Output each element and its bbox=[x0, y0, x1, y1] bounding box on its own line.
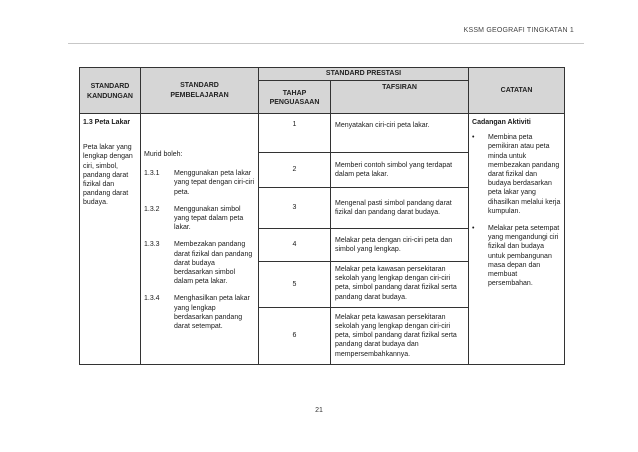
pembelajaran-item-text: Menggunakan simbol yang tepat dalam peta lakar. bbox=[174, 205, 244, 232]
catatan-title: Cadangan Aktiviti bbox=[472, 119, 531, 126]
bullet-icon: • bbox=[472, 134, 475, 142]
pembelajaran-item-number: 1.3.1 bbox=[144, 170, 160, 178]
header-standard-kandungan bbox=[80, 68, 141, 114]
header-rule bbox=[68, 43, 584, 44]
header-standard-pembelajaran bbox=[141, 68, 259, 114]
header-standard-prestasi: STANDARD PRESTASI bbox=[259, 68, 469, 81]
pembelajaran-item-text: Membezakan pandang darat fizikal dan pandang darat budaya berdasarkan simbol dalam peta lakar. bbox=[174, 241, 253, 286]
header-tahap-line2: PENGUASAAN bbox=[269, 99, 320, 107]
catatan-cell bbox=[469, 114, 565, 365]
pembelajaran-item-number: 1.3.3 bbox=[144, 241, 160, 249]
catatan-bullet-text: Membina peta pemikiran atau peta minda untuk membezakan pandang darat fizikal dan budaya berdasarkan peta lakar yang dihasilkan melalui kerja kumpulan. bbox=[488, 134, 561, 215]
header-standard-kandungan-line1: STANDARD bbox=[90, 83, 130, 91]
pembelajaran-item-number: 1.3.2 bbox=[144, 205, 160, 213]
header-tahap-line1: TAHAP bbox=[282, 90, 307, 97]
standards-table bbox=[79, 67, 565, 365]
kandungan-cell bbox=[80, 114, 141, 365]
bullet-icon: • bbox=[472, 225, 475, 233]
tafsiran-text: Menyatakan ciri-ciri peta lakar. bbox=[331, 114, 469, 153]
pembelajaran-item-text: Menggunakan peta lakar yang tepat dengan ciri-ciri peta. bbox=[174, 170, 255, 196]
tahap-level: 2 bbox=[259, 153, 331, 188]
tahap-level: 4 bbox=[259, 229, 331, 262]
header-tafsiran: TAFSIRAN bbox=[331, 81, 469, 114]
pembelajaran-item-number: 1.3.4 bbox=[144, 295, 160, 303]
tafsiran-text: Melakar peta kawasan persekitaran sekolah yang lengkap dengan ciri-ciri peta, simbol pandang darat fizikal serta pandang darat budaya dan mempersembahkannya. bbox=[331, 307, 469, 364]
pembelajaran-item bbox=[144, 294, 255, 331]
tafsiran-text: Memberi contoh simbol yang terdapat dalam peta lakar. bbox=[331, 153, 469, 188]
header-standard-kandungan-line2: KANDUNGAN bbox=[87, 92, 133, 100]
tahap-level: 3 bbox=[259, 188, 331, 229]
catatan-bullet bbox=[472, 133, 561, 216]
pembelajaran-cell bbox=[141, 114, 259, 365]
header-standard-pembelajaran-line1: STANDARD bbox=[180, 82, 219, 90]
pembelajaran-item bbox=[144, 169, 255, 197]
tahap-level: 1 bbox=[259, 114, 331, 153]
tahap-level: 5 bbox=[259, 262, 331, 308]
header-tahap-penguasaan bbox=[259, 81, 331, 114]
pembelajaran-item-text: Menghasilkan peta lakar yang lengkap berdasarkan pandang darat setempat. bbox=[174, 295, 250, 331]
kandungan-text: Peta lakar yang lengkap dengan ciri, simbol, pandang darat fizikal dan pandang darat budaya. bbox=[83, 144, 133, 207]
catatan-bullet bbox=[472, 224, 561, 288]
tafsiran-text: Mengenal pasti simbol pandang darat fizikal dan pandang darat budaya. bbox=[331, 188, 469, 229]
pembelajaran-item bbox=[144, 240, 255, 286]
header-standard-pembelajaran-line2: PEMBELAJARAN bbox=[170, 91, 229, 99]
catatan-bullet-text: Melakar peta setempat yang mengandungi ciri fizikal dan budaya untuk pembangunan masa depan dan membuat persembahan. bbox=[488, 225, 560, 288]
pembelajaran-intro: Murid boleh: bbox=[144, 151, 183, 158]
running-header: KSSM GEOGRAFI TINGKATAN 1 bbox=[463, 27, 574, 34]
tafsiran-text: Melakar peta dengan ciri-ciri peta dan simbol yang lengkap. bbox=[331, 229, 469, 262]
pembelajaran-item bbox=[144, 205, 255, 233]
kandungan-title: 1.3 Peta Lakar bbox=[83, 119, 131, 126]
page-number: 21 bbox=[315, 407, 323, 414]
tafsiran-text: Melakar peta kawasan persekitaran sekolah yang lengkap dengan ciri-ciri peta, simbol pandang darat fizikal serta pandang darat budaya. bbox=[331, 262, 469, 308]
tahap-level: 6 bbox=[259, 307, 331, 364]
header-catatan: CATATAN bbox=[469, 68, 565, 114]
